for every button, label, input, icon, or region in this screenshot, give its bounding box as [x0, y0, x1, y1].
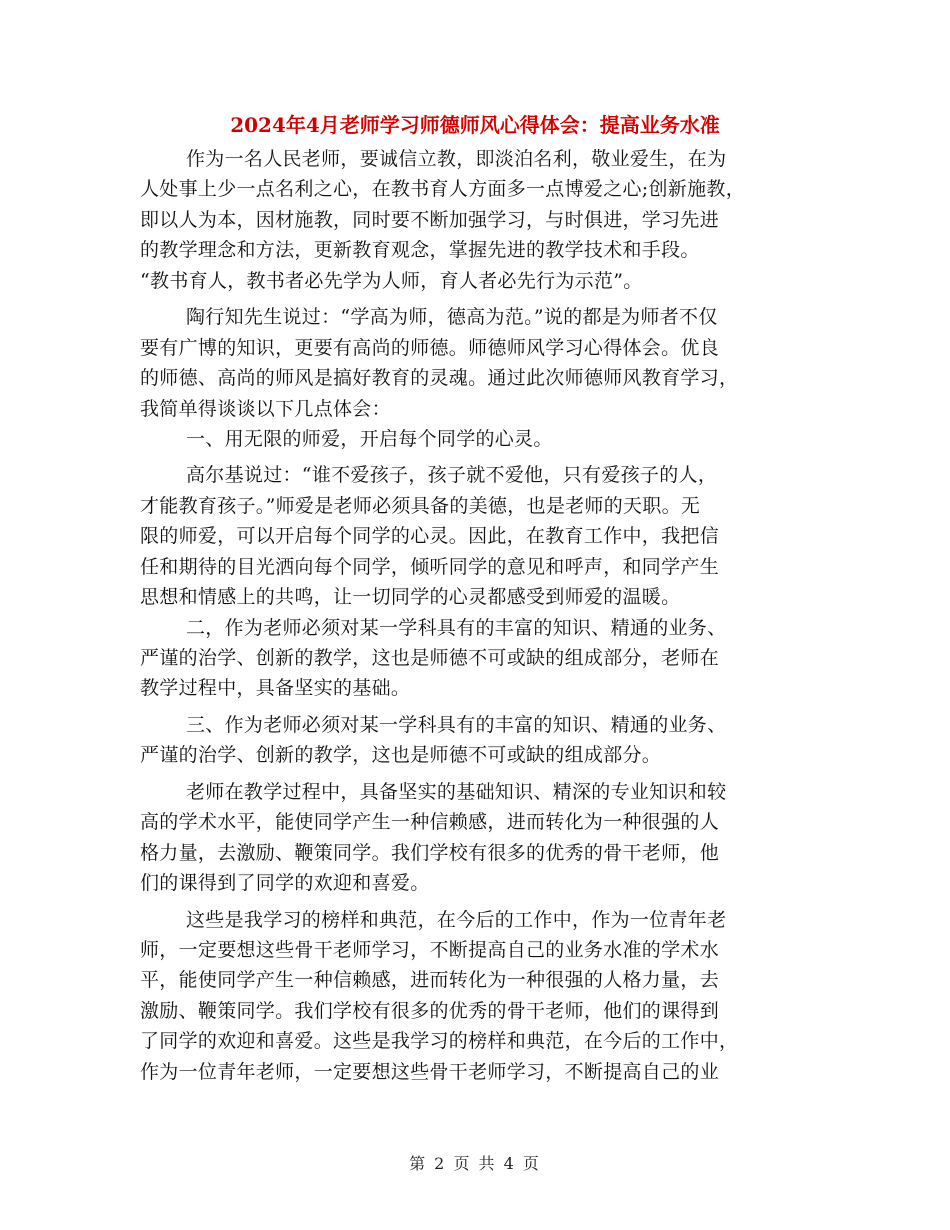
text-line: 老师在教学过程中，具备坚实的基础知识、精深的专业知识和较	[186, 780, 727, 803]
text-line: 格力量，去激励、鞭策同学。我们学校有很多的优秀的骨干老师，他	[140, 841, 720, 864]
text-line: 才能教育孩子。”师爱是老师必须具备的美德，也是老师的天职。无	[140, 494, 701, 517]
text-line: 的教学理念和方法，更新教育观念，掌握先进的教学技术和手段。	[140, 239, 700, 262]
text-line: 教学过程中，具备坚实的基础。	[140, 677, 411, 700]
text-line: 二，作为老师必须对某一学科具有的丰富的知识、精通的业务、	[186, 616, 727, 639]
text-line: 高尔基说过：“谁不爱孩子，孩子就不爱他，只有爱孩子的人，	[186, 464, 718, 487]
text-line: 一、用无限的师爱，开启每个同学的心灵。	[186, 427, 553, 450]
text-line: 任和期待的目光洒向每个同学，倾听同学的意见和呼声，和同学产生	[140, 555, 720, 578]
text-line: 师，一定要想这些骨干老师学习，不断提高自己的业务水准的学术水	[140, 938, 720, 961]
text-line: 即以人为本，因材施教，同时要不断加强学习，与时俱进，学习先进	[140, 208, 720, 231]
text-line: 思想和情感上的共鸣，让一切同学的心灵都感受到师爱的温暖。	[140, 586, 681, 609]
text-line: 平，能使同学产生一种信赖感，进而转化为一种很强的人格力量，去	[140, 969, 720, 992]
text-line: 陶行知先生说过：“学高为师，德高为范。”说的都是为师者不仅	[186, 306, 718, 329]
document-title: 2024年4月老师学习师德师风心得体会：提高业务水准	[230, 113, 720, 137]
text-line: 作为一名人民老师，要诚信立教，即淡泊名利，敬业爱生，在为	[186, 148, 727, 170]
text-line: 激励、鞭策同学。我们学校有很多的优秀的骨干老师，他们的课得到	[140, 999, 720, 1022]
text-line: 我简单得谈谈以下几点体会：	[140, 397, 391, 420]
text-line: 了同学的欢迎和喜爱。这些是我学习的榜样和典范，在今后的工作中，	[140, 1030, 739, 1053]
text-line: 严谨的治学、创新的教学，这也是师德不可或缺的组成部分，老师在	[140, 647, 720, 669]
text-line: 们的课得到了同学的欢迎和喜爱。	[140, 872, 430, 895]
document-body	[140, 144, 810, 1087]
text-line: “教书育人，教书者必先学为人师，育人者必先行为示范”。	[140, 269, 643, 292]
text-line: 人处事上少一点名利之心，在教书育人方面多一点博爱之心;创新施教，	[140, 178, 746, 201]
page-number-footer: 第 2 页 共 4 页	[409, 1154, 541, 1173]
text-line: 的师德、高尚的师风是搞好教育的灵魂。通过此次师德师风教育学习，	[140, 367, 739, 390]
text-line: 严谨的治学、创新的教学，这也是师德不可或缺的组成部分。	[140, 744, 662, 767]
text-line: 这些是我学习的榜样和典范，在今后的工作中，作为一位青年老	[186, 908, 727, 931]
text-line: 作为一位青年老师，一定要想这些骨干老师学习，不断提高自己的业	[140, 1060, 720, 1083]
text-line: 限的师爱，可以开启每个同学的心灵。因此，在教育工作中，我把信	[140, 525, 720, 548]
text-line: 要有广博的知识，更要有高尚的师德。师德师风学习心得体会。优良	[140, 336, 720, 359]
text-line: 高的学术水平，能使同学产生一种信赖感，进而转化为一种很强的人	[140, 811, 720, 834]
text-line: 三、作为老师必须对某一学科具有的丰富的知识、精通的业务、	[186, 713, 727, 736]
